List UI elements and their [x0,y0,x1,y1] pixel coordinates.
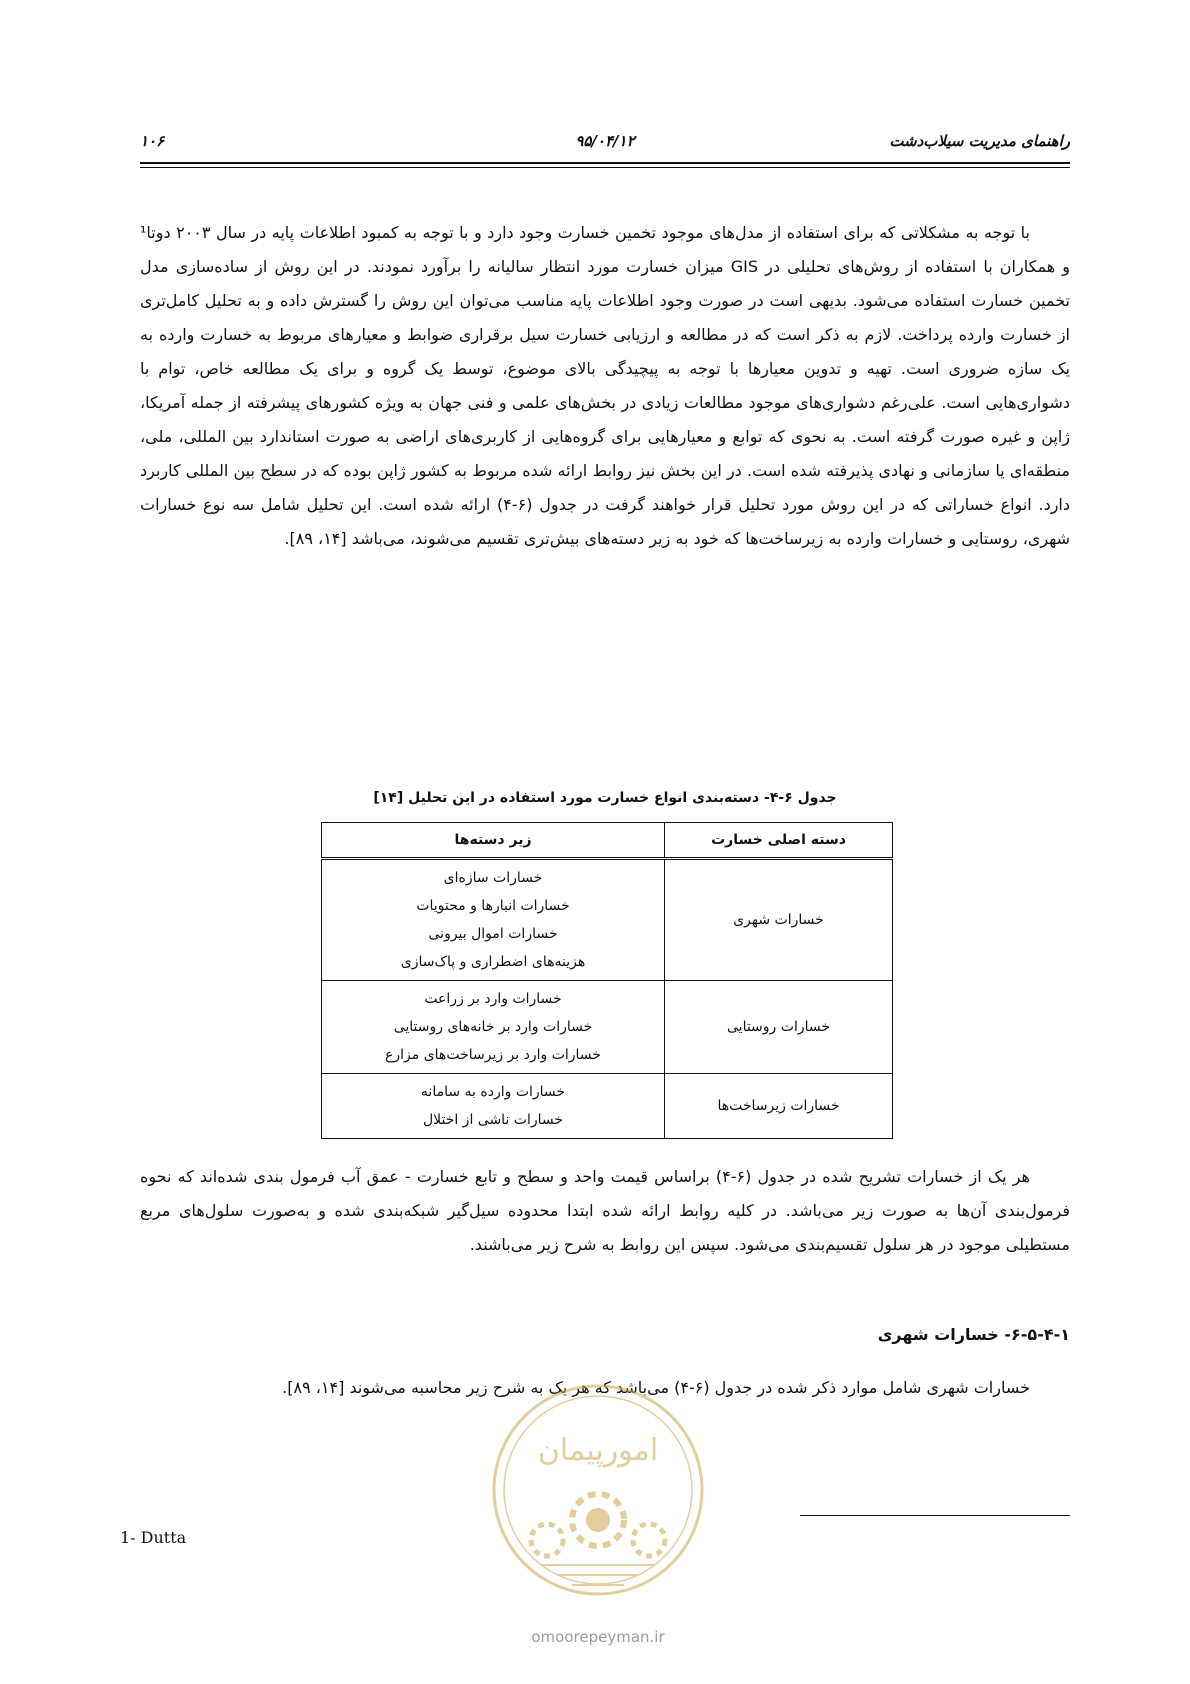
subcategory-item: خسارات وارد بر زیرساخت‌های مزارع [385,1047,601,1063]
main-category-cell: خسارات روستایی [665,981,893,1074]
formulation-paragraph: هر یک از خسارات تشریح شده در جدول (۶-۴) براساس قیمت واحد و سطح و تابع خسارت - عمق آب فرمول بندی شده‌اند که نحوه فرمول‌بندی آن‌ها به صورت زیر می‌باشد. در کلیه روابط ارائه شده ابتدا محدوده سیل‌گیر شبکه‌بندی شده و به‌صورت سلول‌های مربع مستطیلی موجود در هر سلول تقسیم‌بندی می‌شود. سپس این روابط به شرح زیر می‌باشند. [140,1167,1070,1254]
header-rule-thin [140,167,1070,168]
header-date: ۹۵/۰۴/۱۲ [575,132,635,150]
watermark-text: omoorepeyman.ir [531,1628,665,1646]
intro-paragraph: با توجه به مشکلاتی که برای استفاده از مدل‌های موجود تخمین خسارت وجود دارد و با توجه به کمبود اطلاعات پایه در سال ۲۰۰۳ دوتا¹ و همکاران با استفاده از روش‌های تحلیلی در GIS میزان خسارت مورد انتظار سالیانه را برآورد نمودند. در این روش از ساده‌سازی مدل تخمین خسارت استفاده می‌شود. بدیهی است در صورت وجود اطلاعات پایه مناسب می‌توان این روش را گسترش داده و به تحلیل کامل‌تری از خسارت وارده پرداخت. لازم به ذکر است که در مطالعه و ارزیابی خسارت سیل برقراری ضوابط و معیارهای مربوط به خسارت وارده به یک سازه ضروری است. تهیه و تدوین معیارها با توجه به پیچیدگی بالای موضوع، توسط یک گروه و برای یک مطالعه خاص، توام با دشواری‌هایی است. علی‌رغم دشواری‌های موجود مطالعات زیادی در بخش‌های علمی و فنی جهان به ویژه کشورهای پیشرفته از جمله آمریکا، ژاپن و غیره صورت گرفته است. به نحوی که توابع و معیارهایی برای گروه‌هایی از کاربری‌های اراضی به صورت استاندارد بین المللی، ملی، منطقه‌ای یا سازمانی و نهادی پذیرفته شده است. در این بخش نیز روابط ارائه شده مربوط به کشور ژاپن بوده که در سطح بین المللی کاربرد دارد. انواع خساراتی که در این روش مورد تحلیل قرار خواهند گرفت در جدول (۶-۴) ارائه شده است. این تحلیل شامل سه نوع خسارات شهری، روستایی و خسارات وارده به زیرساخت‌ها که خود به زیر دسته‌های بیش‌تری تقسیم می‌شوند، می‌باشد [۱۴، ۸۹]. [140,223,1071,548]
subcategory-item: خسارات وارد بر خانه‌های روستایی [393,1019,593,1035]
subcategory-item: خسارات ناشی از اختلال [422,1112,564,1128]
seal-text: امورپیمان [537,1433,659,1468]
subcategory-item: هزینه‌های اضطراری و پاک‌سازی [400,954,586,970]
watermark-seal-icon [487,1380,709,1620]
urban-damage-paragraph: خسارات شهری شامل موارد ذکر شده در جدول (۶-۴) می‌باشد که هر یک به شرح زیر محاسبه می‌شوند [۱۴، ۸۹]. [282,1378,1030,1397]
subcategory-cell [322,1074,665,1139]
header-main-category: دسته اصلی خسارت [665,823,893,859]
header-title: راهنمای مدیریت سیلاب‌دشت [889,132,1070,150]
page-header [140,128,1070,156]
page-number: ۱۰۶ [140,132,165,150]
subcategory-cell [322,981,665,1074]
subcategory-item: خسارات سازه‌ای [443,870,543,886]
main-category-cell: خسارات شهری [665,859,893,981]
damage-categories-table [321,822,893,1139]
subcategory-cell [322,859,665,981]
subcategory-item: خسارات وارد بر زراعت [424,991,562,1007]
header-subcategories: زیر دسته‌ها [322,823,665,859]
table-header-row [322,823,893,859]
section-heading: ۶-۵-۴-۱- خسارات شهری [877,1325,1070,1344]
table-row [322,981,893,1074]
subcategory-item: خسارات وارده به سامانه [420,1084,566,1100]
header-rule-thick [140,162,1070,164]
table-row [322,859,893,981]
main-category-cell: خسارات زیرساخت‌ها [665,1074,893,1139]
subcategory-item: خسارات اموال بیرونی [428,926,558,942]
subcategory-item: خسارات انبارها و محتویات [416,898,570,914]
footnote: 1- Dutta [120,1528,187,1547]
table-row [322,1074,893,1139]
footnote-rule [800,1515,1070,1516]
table-caption: جدول ۶-۴- دسته‌بندی انواع خسارت مورد استفاده در این تحلیل [۱۴] [373,790,837,806]
